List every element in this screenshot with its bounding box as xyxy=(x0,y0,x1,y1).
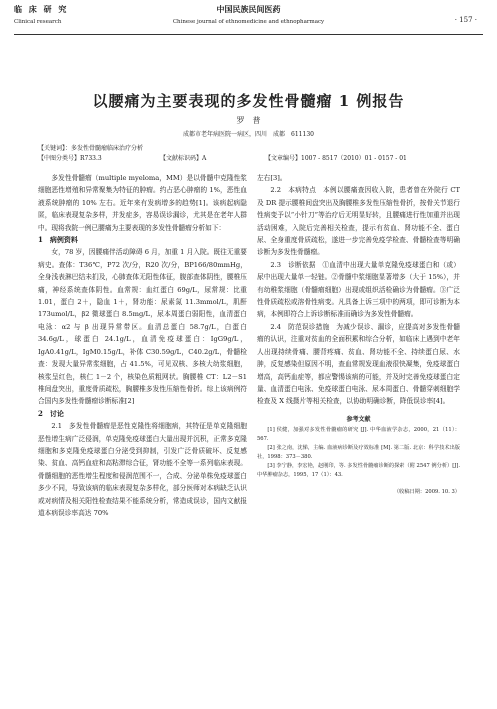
section-label-en: Clinical research xyxy=(14,19,62,25)
intro-paragraph: 多发性骨髓瘤（multiple myeloma，MM）是以骨髓中克隆性浆细胞恶性增殖和异常聚集为特征的肿瘤。约占恶心肿瘤的 1%，恶性血液系统肿瘤的 10% 左右。近年来有发病增多的趋势[1]。该病起病隐匿，临床表现复杂多样，并发症多，容易误诊漏诊，尤其是在老年人群中。现将我院一例已腰痛为主要表现的多发性骨髓瘤分析如下： xyxy=(38,174,247,232)
keywords: 【关键词】：多发性骨髓瘤临床治疗分析 xyxy=(38,145,144,152)
section-heading: 1 病例资料 xyxy=(38,235,78,245)
reference-item: [2] 张之南，沈悌，主编. 血液病诊断及疗效标准 [M]. 第二版. 北京：科学技术出版社，1998：373－380. xyxy=(257,445,460,461)
author: 罗 普 xyxy=(236,116,261,125)
clc-number: 【中图分类号】R733.3 xyxy=(38,155,102,162)
article-title: 以腰痛为主要表现的多发性骨髓瘤 1 例报告 xyxy=(92,92,405,110)
discussion-paragraph: 2.1 多发性骨髓瘤是恶性克隆性将细胞病，其特征是单克隆细胞恶性增生病广泛侵润，单克隆免疫球蛋白大量出现并沉积，正常多克隆细胞和多克隆免疫球蛋白分泌受到抑制，引发广泛骨质破坏、反复感染、贫血、高钙血症和高粘滞综合征，肾功能不全等一系列临床表现。骨髓细胞的恶性增生程度和侵润范围不一，合成、分泌单株免疫球蛋白多少不同，导致该病的临床表现复杂多样化，部分医师对本病缺乏认识或对病情及相关阳性检查结果不能系统分析，常造成误诊，国内文献报道本病误诊率高达 70% xyxy=(38,422,247,517)
prevention-paragraph: 2.4 防范误诊措施 为减少误诊、漏诊，应提高对多发性骨髓瘤的认识，注重对贫血的全面积累和综合分析，如临床上遇到中老年人出现持续骨痛、腰背疼痛、贫血、肾功能不全、持续蛋白尿、水肿，反复感染但原因不明，查血常规发现血液很快凝集，免疫球蛋白增高，高钙血症等，都应警惕该病的可能，并及时完善免疫球蛋白定量、血清蛋白电泳、免疫球蛋白电泳、尿本周蛋白、骨髓穿刺细胞学检查及 X 线摄片等相关检查，以协助明确诊断，降低误诊率[4]。 xyxy=(257,322,460,406)
section-label: 临 床 研 究 xyxy=(14,4,69,14)
feature-paragraph: 2.2 本病特点 本例以腰痛查因收入院，患者曾在外院行 CT 及 DR 提示腰椎间盘突出及胸腰椎多发性压缩性骨折，按骨关节退行性病变予以“小针刀”等治疗后无明显好转，且腰痛进行性加重并出现活动困难，入院后完善相关检查，提示有贫血、肾功能不全、蛋白尿、全身重度骨质疏松，遂进一步完善免疫学检查、骨髓检查等明确诊断为多发性骨髓瘤。 xyxy=(257,186,460,257)
page-number: · 157 · xyxy=(454,16,477,24)
left-column xyxy=(38,172,247,519)
reference-item: [3] 李宁静，李宏艳，赵刚印，等. 多发性骨髓瘤诊断的探索（附 2547 例分析）[J]. 中华肿瘤杂志，1995，17（1）：43. xyxy=(257,463,460,479)
page-header xyxy=(14,4,483,48)
affiliation: 成都市老年病医院一病区，四川 成都 611130 xyxy=(183,131,314,138)
received-date: （收稿日期：2009. 10. 3） xyxy=(393,489,460,496)
reference-item: [1] 侯健，加强对多发性骨髓瘤的研究 [J]. 中华血液学杂志，2000，21（11）：567. xyxy=(257,427,460,443)
journal-title-en: Chinese journal of ethnomedicine and ethnopharmacy xyxy=(172,19,325,25)
section-heading: 2 讨论 xyxy=(38,408,64,418)
continued-paragraph: 左右[3]。 xyxy=(257,174,287,182)
references-heading: 参考文献 xyxy=(346,415,371,423)
case-paragraph: 女，78 岁，因腰痛伴活动障碍 6 月，加重 1 月入院。既往无重要病史。查体：T36℃，P72 次/分，R20 次/分，BP166/80mmHg，全身浅表淋巴结未扪及，心肺查体无阳性体征，腹部查体阴性，腰椎压痛，神经系统查体阴性。血常规：血红蛋白 69g/L，尿常规：比重 1.01，蛋白 2＋，隐血 1＋，肾功能：尿素氮 11.3mmol/L，肌酐 173umol/L，β2 微球蛋白 8.5mg/L，尿本周蛋白弱阳性，血清蛋白电泳：α2 与 β 出现异常带区。血清总蛋白 58.7g/L，白蛋白 34.6g/L，球蛋白 24.1g/L，血清免疫球蛋白：IgG9g/L，IgA0.41g/L，IgM0.15g/L，补体 C30.59g/L，C40.2g/L，骨髓检查：发现大量异常浆细胞，占 41.5%，可见双核、多核大幼浆细胞，核浆呈红色，核仁 1－2 个，核染色质粗网状。胸腰椎 CT：L2－S1 椎间盘突出，重度骨质疏松，胸腰椎多发性压缩性骨折。综上该病例符合国内多发性骨髓瘤诊断标准[2] xyxy=(38,248,247,406)
article-number: 【文章编号】1007 - 8517（2010）01 - 0157 - 01 xyxy=(265,155,407,162)
diagnosis-paragraph: 2.3 诊断依据 ①血清中出现大量单克隆免疫球蛋白和（或）尿中出现大量单一轻链。②骨髓中浆细胞显著增多（大于 15%），并有幼稚浆细胞（骨髓瘤细胞）出现或组织活检确诊为骨髓瘤。③广泛性骨质疏松或溶骨性病变。凡具备上诉三项中的两项，即可诊断为本病，本例即符合上诉诊断标准而确诊为多发性骨髓瘤。 xyxy=(257,260,460,319)
journal-title: 中国民族民间医药 xyxy=(216,4,281,14)
right-column xyxy=(257,172,460,499)
document-code: 【文献标识码】A xyxy=(160,155,207,162)
header-rule xyxy=(14,34,483,35)
